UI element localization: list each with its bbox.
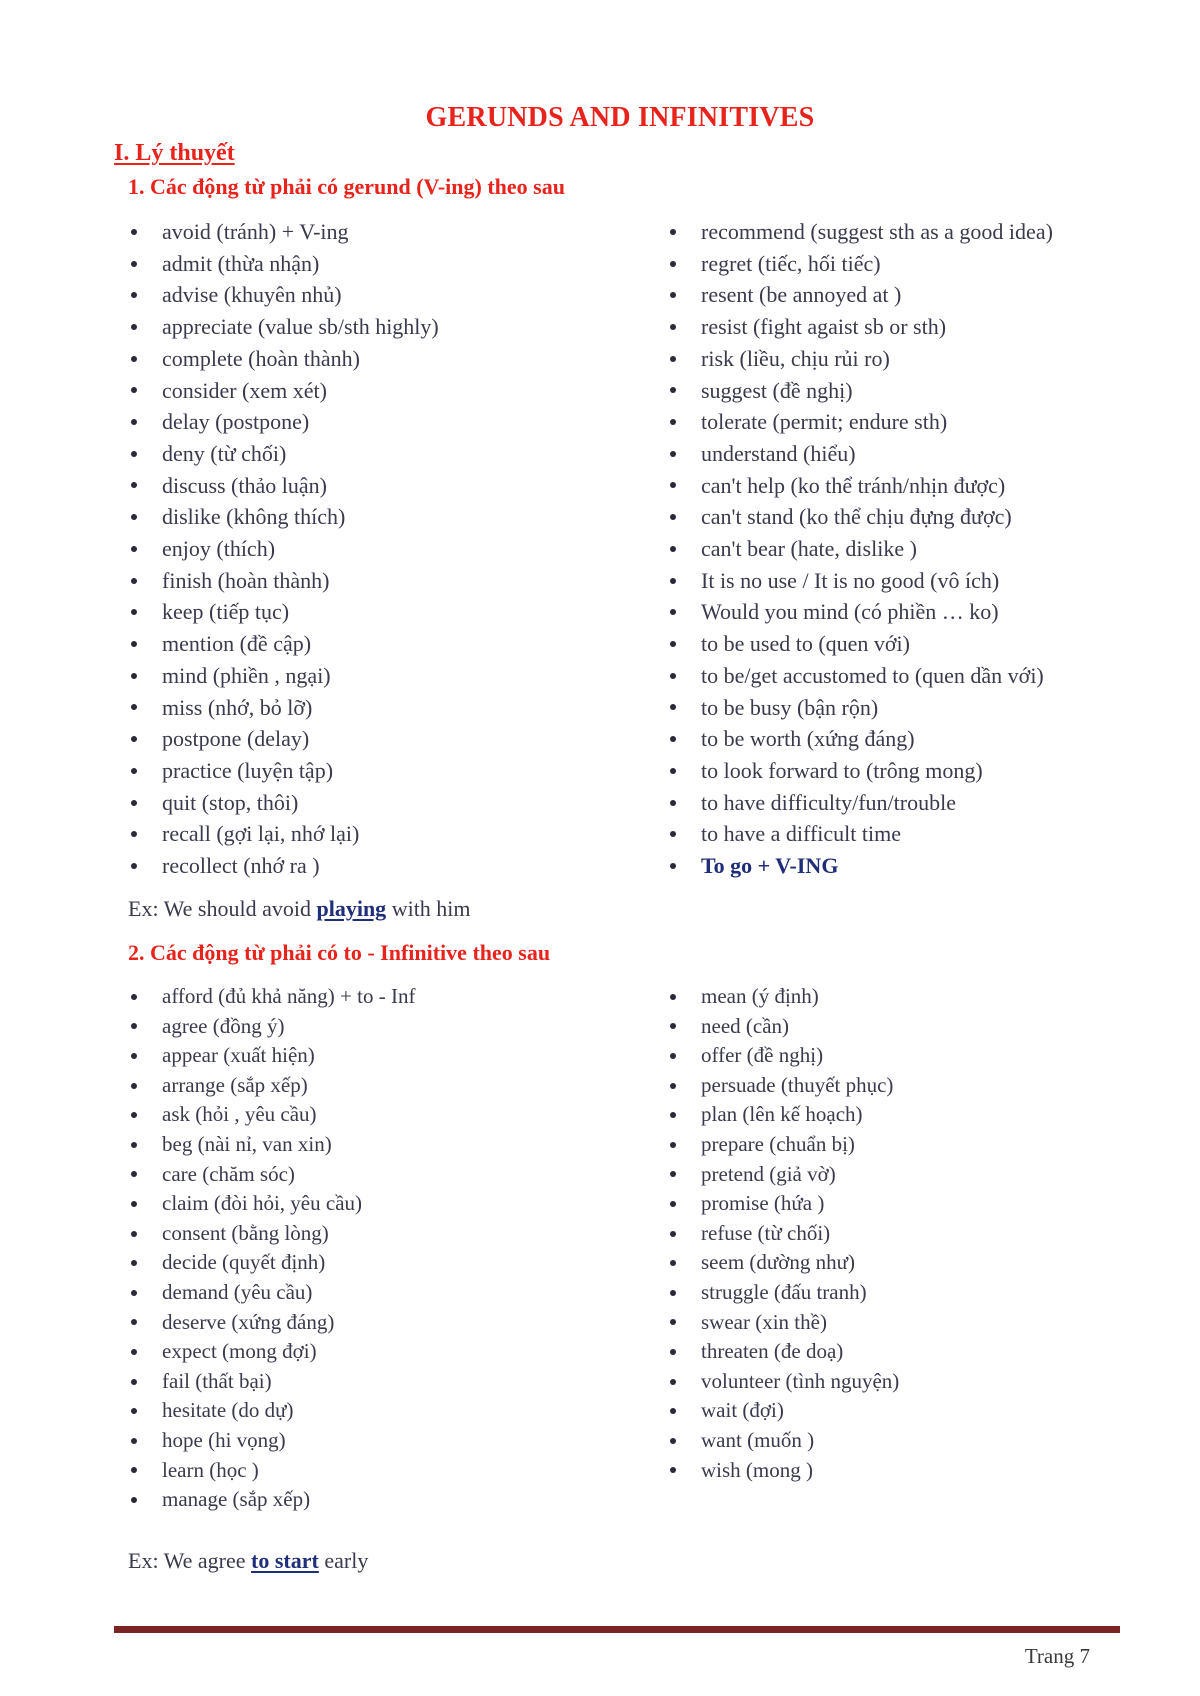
list-item: complete (hoàn thành) — [128, 343, 439, 375]
list-item: mind (phiền , ngại) — [128, 660, 439, 692]
list-item: need (cần) — [667, 1012, 899, 1042]
list-item: dislike (không thích) — [128, 501, 439, 533]
list-item: consent (bằng lòng) — [128, 1219, 415, 1249]
list-item: recall (gợi lại, nhớ lại) — [128, 818, 439, 850]
list-item: to be busy (bận rộn) — [667, 692, 1053, 724]
list-item: resist (fight agaist sb or sth) — [667, 311, 1053, 343]
list-item: plan (lên kế hoạch) — [667, 1100, 899, 1130]
list-item: arrange (sắp xếp) — [128, 1071, 415, 1101]
list-item: learn (học ) — [128, 1456, 415, 1486]
list-item: expect (mong đợi) — [128, 1337, 415, 1367]
list-item: can't stand (ko thể chịu đựng được) — [667, 501, 1053, 533]
list-item: postpone (delay) — [128, 723, 439, 755]
list-item: deny (từ chối) — [128, 438, 439, 470]
list-item: to be used to (quen với) — [667, 628, 1053, 660]
list-item: quit (stop, thôi) — [128, 787, 439, 819]
list-item: prepare (chuẩn bị) — [667, 1130, 899, 1160]
list-item: avoid (tránh) + V-ing — [128, 216, 439, 248]
list-item: appreciate (value sb/sth highly) — [128, 311, 439, 343]
list-item: recollect (nhớ ra ) — [128, 850, 439, 882]
list-item: It is no use / It is no good (vô ích) — [667, 565, 1053, 597]
document-title: GERUNDS AND INFINITIVES — [425, 102, 815, 133]
list-item: delay (postpone) — [128, 406, 439, 438]
part-heading: I. Lý thuyết — [114, 140, 235, 166]
list-item: wait (đợi) — [667, 1396, 899, 1426]
list-item: suggest (đề nghị) — [667, 375, 1053, 407]
list-item: manage (sắp xếp) — [128, 1485, 415, 1515]
list-item: finish (hoàn thành) — [128, 565, 439, 597]
list-item: miss (nhớ, bỏ lỡ) — [128, 692, 439, 724]
list-item: risk (liều, chịu rủi ro) — [667, 343, 1053, 375]
list-item: to be/get accustomed to (quen dần với) — [667, 660, 1053, 692]
list-item: recommend (suggest sth as a good idea) — [667, 216, 1053, 248]
example-prefix: Ex: We should avoid — [128, 896, 317, 921]
list-item: mention (đề cập) — [128, 628, 439, 660]
list-item: swear (xin thề) — [667, 1308, 899, 1338]
list-item: resent (be annoyed at ) — [667, 279, 1053, 311]
list-item: enjoy (thích) — [128, 533, 439, 565]
list-item: offer (đề nghị) — [667, 1041, 899, 1071]
example-keyword: playing — [316, 896, 387, 921]
list-item: fail (thất bại) — [128, 1367, 415, 1397]
list-item: advise (khuyên nhủ) — [128, 279, 439, 311]
list-item: discuss (thảo luận) — [128, 470, 439, 502]
list-item: to have difficulty/fun/trouble — [667, 787, 1053, 819]
list-item: volunteer (tình nguyện) — [667, 1367, 899, 1397]
list-item: agree (đồng ý) — [128, 1012, 415, 1042]
list-item: promise (hứa ) — [667, 1189, 899, 1219]
section1-heading: 1. Các động từ phải có gerund (V-ing) theo sau — [128, 174, 565, 199]
list-item: struggle (đấu tranh) — [667, 1278, 899, 1308]
list-item: To go + V-ING — [667, 850, 1053, 882]
list-item: care (chăm sóc) — [128, 1160, 415, 1190]
list-item: threaten (đe doạ) — [667, 1337, 899, 1367]
list-item: tolerate (permit; endure sth) — [667, 406, 1053, 438]
section2-example — [128, 1548, 368, 1574]
list-item: to be worth (xứng đáng) — [667, 723, 1053, 755]
list-item: practice (luyện tập) — [128, 755, 439, 787]
list-item: claim (đòi hỏi, yêu cầu) — [128, 1189, 415, 1219]
list-item: regret (tiếc, hối tiếc) — [667, 248, 1053, 280]
list-item: appear (xuất hiện) — [128, 1041, 415, 1071]
page-number: Trang 7 — [1024, 1644, 1090, 1668]
list-item: to look forward to (trông mong) — [667, 755, 1053, 787]
list-item: ask (hỏi , yêu cầu) — [128, 1100, 415, 1130]
section2-heading: 2. Các động từ phải có to - Infinitive theo sau — [128, 940, 551, 965]
example-keyword: to start — [251, 1548, 319, 1573]
list-item: understand (hiểu) — [667, 438, 1053, 470]
list-item: Would you mind (có phiền … ko) — [667, 596, 1053, 628]
list-item: demand (yêu cầu) — [128, 1278, 415, 1308]
section2-right-list — [667, 982, 899, 1485]
section1-example — [128, 896, 471, 922]
section2-left-list — [128, 982, 415, 1515]
list-item: to have a difficult time — [667, 818, 1053, 850]
list-item: hesitate (do dự) — [128, 1396, 415, 1426]
list-item: consider (xem xét) — [128, 375, 439, 407]
list-item: wish (mong ) — [667, 1456, 899, 1486]
example-suffix: early — [318, 1548, 369, 1573]
list-item: want (muốn ) — [667, 1426, 899, 1456]
list-item: keep (tiếp tục) — [128, 596, 439, 628]
list-item: can't bear (hate, dislike ) — [667, 533, 1053, 565]
list-item: refuse (từ chối) — [667, 1219, 899, 1249]
list-item: hope (hi vọng) — [128, 1426, 415, 1456]
section1-left-list — [128, 216, 439, 882]
list-item: mean (ý định) — [667, 982, 899, 1012]
list-item: persuade (thuyết phục) — [667, 1071, 899, 1101]
example-suffix: with him — [386, 896, 471, 921]
list-item: decide (quyết định) — [128, 1248, 415, 1278]
list-item: pretend (giả vờ) — [667, 1160, 899, 1190]
list-item: deserve (xứng đáng) — [128, 1308, 415, 1338]
list-item: beg (nài nỉ, van xin) — [128, 1130, 415, 1160]
list-item: afford (đủ khả năng) + to - Inf — [128, 982, 415, 1012]
example-prefix: Ex: We agree — [128, 1548, 252, 1573]
list-item: admit (thừa nhận) — [128, 248, 439, 280]
footer-rule — [114, 1626, 1120, 1633]
section1-right-list — [667, 216, 1053, 882]
list-item: seem (dường như) — [667, 1248, 899, 1278]
list-item: can't help (ko thể tránh/nhịn được) — [667, 470, 1053, 502]
